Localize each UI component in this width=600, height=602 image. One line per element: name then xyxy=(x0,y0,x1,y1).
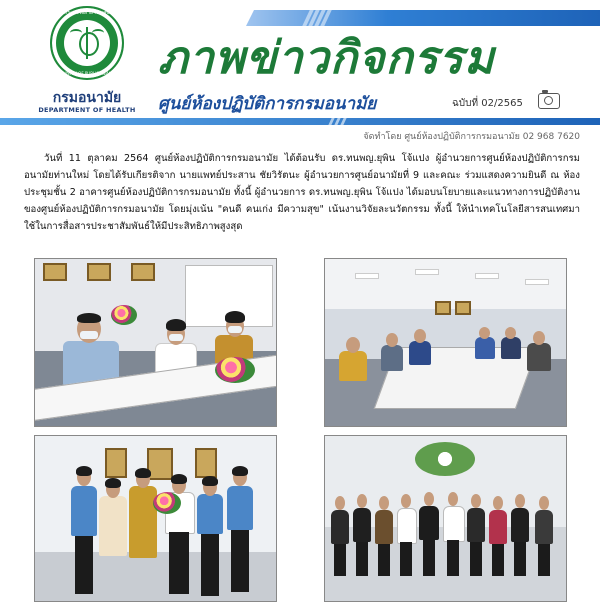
page-title: ภาพข่าวกิจกรรม xyxy=(158,31,495,84)
credit-line: จัดทำโดย ศูนย์ห้องปฏิบัติการกรมอนามัย 02 968 7620 xyxy=(363,132,580,142)
activity-photo-3 xyxy=(34,435,277,602)
department-name-english: DEPARTMENT OF HEALTH xyxy=(38,106,136,114)
ministry-seal-icon xyxy=(50,6,124,80)
department-name-thai: กรมอนามัย xyxy=(52,90,122,106)
divider-bar xyxy=(0,118,600,125)
header-decorative-bar xyxy=(246,10,600,26)
seal-ring-top-text: กระทรวงสาธารณสุข xyxy=(64,10,110,16)
article-body: วันที่ 11 ตุลาคม 2564 ศูนย์ห้องปฏิบัติการกรมอนามัย ได้ต้อนรับ ดร.ทนพญ.ยุพิน โจ้แปง ผู้อำนวยการศูนย์ห้องปฏิบัติการกรมอนามัยท่านใหม่ โดยได้รับเกียรติจาก นายแพทย์ประสาน ชัยวิรัตนะ ผู้อำนวยการศูนย์อนามัยที่ 9 และคณะ ร่วมแสดงความยินดี ณ ห้องประชุมชั้น 2 อาคารศูนย์ห้องปฏิบัติการกรมอนามัย ทั้งนี้ ผู้อำนวยการ ดร.ทนพญ.ยุพิน โจ้แปง ได้มอบนโยบายและแนวทางการปฏิบัติงานของศูนย์ห้องปฏิบัติการกรมอนามัย โดยมุ่งเน้น "คนดี คนเก่ง มีความสุข" เน้นงานวิจัยละนวัตกรรม ทั้งนี้ ให้นำเทคโนโลยีสารสนเทศมาใช้ในการสื่อสารประชาสัมพันธ์ให้มีประสิทธิภาพสูงสุด xyxy=(24,153,580,232)
seal-ring-bottom-text: MINISTRY OF PUBLIC HEALTH xyxy=(58,71,116,76)
page-subtitle: ศูนย์ห้องปฏิบัติการกรมอนามัย xyxy=(158,94,377,114)
camera-icon xyxy=(538,93,560,109)
issue-number: ฉบับที่ 02/2565 xyxy=(452,98,523,109)
activity-photo-1 xyxy=(34,258,277,427)
activity-photo-4 xyxy=(324,435,567,602)
activity-photo-2 xyxy=(324,258,567,427)
department-logo xyxy=(28,6,146,114)
